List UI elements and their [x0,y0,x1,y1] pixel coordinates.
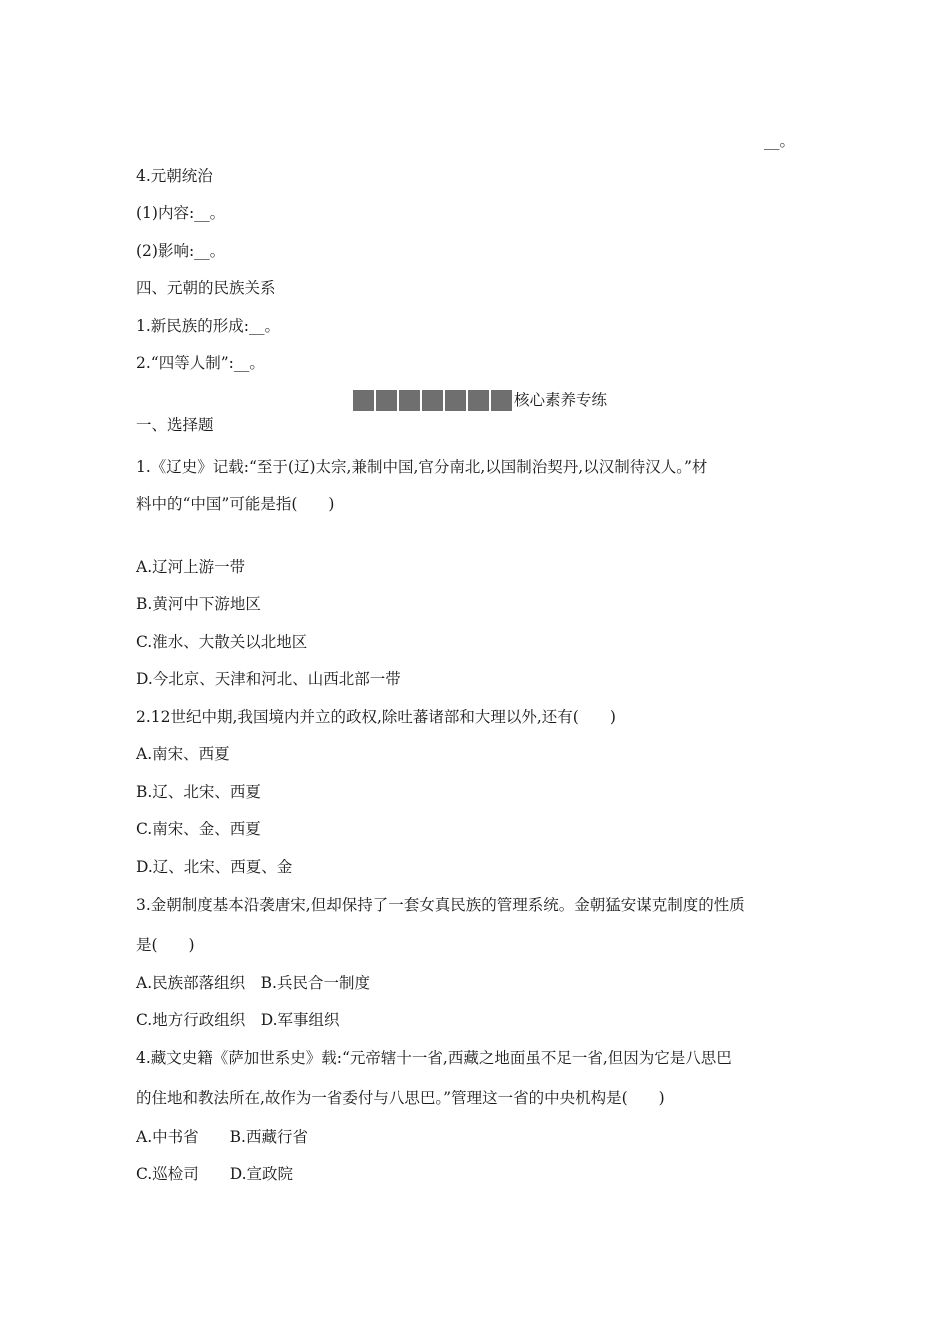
question-1-stem-cont: 料中的“中国”可能是指( ) [136,495,335,513]
review-item-content: (1)内容:__。 [136,204,226,222]
question-3-options-ab: A.民族部落组织 B.兵民合一制度 [136,974,370,992]
section-title: 核心素养专练 [514,391,608,409]
question-4-stem: 4.藏文史籍《萨加世系史》载:“元帝辖十一省,西藏之地面虽不足一省,但因为它是八思巴 [136,1049,732,1067]
question-1-stem: 1.《辽史》记载:“至于(辽)太宗,兼制中国,官分南北,以国制治契丹,以汉制待汉人。”材 [136,458,708,476]
question-3-stem: 3.金朝制度基本沿袭唐宋,但却保持了一套女真民族的管理系统。金朝猛安谋克制度的性质 [136,896,745,914]
question-4-stem-cont: 的住地和教法所在,故作为一省委付与八思巴。”管理这一省的中央机构是( ) [136,1089,665,1107]
question-1-option-d: D.今北京、天津和河北、山西北部一带 [136,670,401,688]
question-4-options-cd: C.巡检司 D.宣政院 [136,1165,294,1183]
part-title: 一、选择题 [136,416,214,434]
review-item-influence: (2)影响:__。 [136,242,226,260]
question-2-option-a: A.南宋、西夏 [136,745,230,763]
question-3-options-cd: C.地方行政组织 D.军事组织 [136,1011,340,1029]
section-banner [353,388,607,412]
review-heading-yuan-rule: 4.元朝统治 [136,167,213,185]
question-1-option-c: C.淮水、大散关以北地区 [136,633,308,651]
review-item-four-class: 2.“四等人制”:__。 [136,354,265,372]
question-2-stem: 2.12世纪中期,我国境内并立的政权,除吐蕃诸部和大理以外,还有( ) [136,708,616,726]
review-section-heading: 四、元朝的民族关系 [136,279,276,297]
question-3-stem-cont: 是( ) [136,936,195,954]
question-4-options-ab: A.中书省 B.西藏行省 [136,1128,308,1146]
review-item-new-ethnic: 1.新民族的形成:__。 [136,317,281,335]
banner-block-icons [353,390,512,411]
question-2-option-d: D.辽、北宋、西夏、金 [136,858,293,876]
question-1-option-a: A.辽河上游一带 [136,558,246,576]
question-2-option-b: B.辽、北宋、西夏 [136,783,261,801]
previous-answer-blank: __。 [764,132,796,150]
question-2-option-c: C.南宋、金、西夏 [136,820,261,838]
question-1-option-b: B.黄河中下游地区 [136,595,261,613]
